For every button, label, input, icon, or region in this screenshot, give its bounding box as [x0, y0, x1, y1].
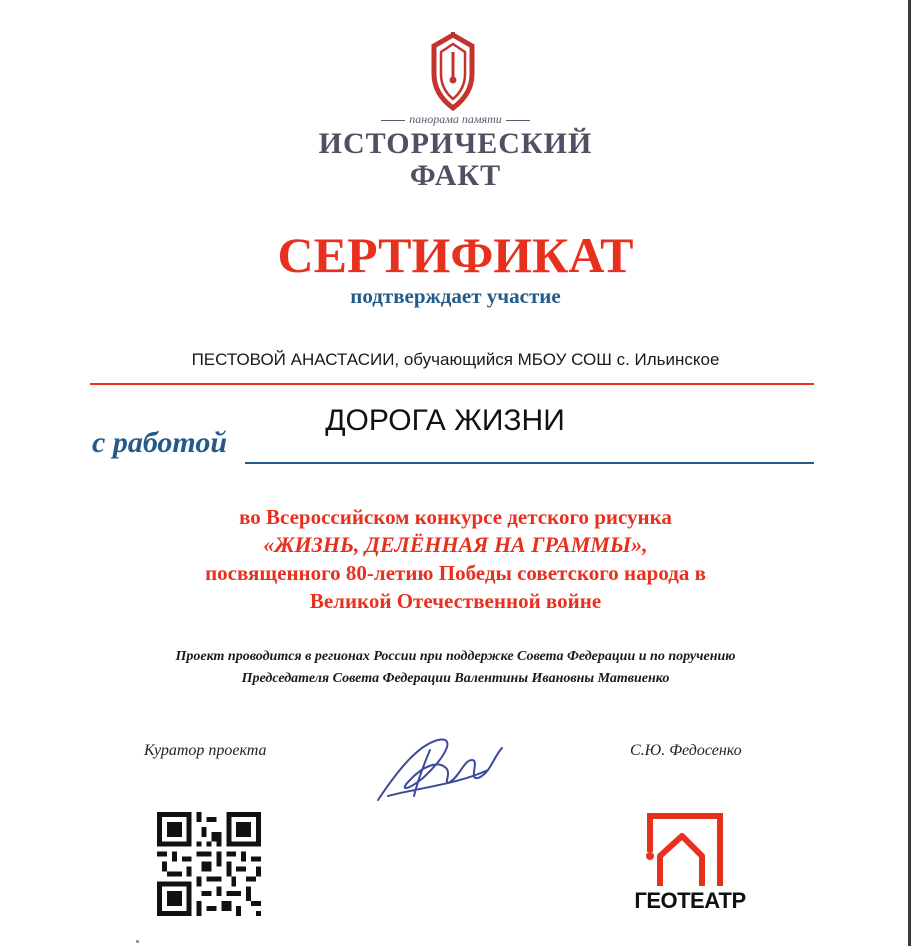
recipient-name: ПЕСТОВОЙ АНАСТАСИИ, обучающийся МБОУ СОШ с. Ильинское — [191, 350, 720, 369]
work-underline — [245, 462, 814, 464]
qr-code — [157, 812, 261, 916]
contest-description — [0, 503, 911, 615]
geoteatr-logo-text: ГЕОТЕАТР — [634, 888, 746, 913]
contest-line4: Великой Отечественной войне — [309, 589, 602, 613]
curator-label: Куратор проекта — [144, 742, 267, 759]
logo-title-line1: ИСТОРИЧЕСКИЙ — [318, 127, 593, 160]
logo-title — [0, 128, 911, 192]
contest-line3: посвященного 80-летию Победы советского народа в — [205, 561, 706, 585]
certificate-subtitle: подтверждает участие — [350, 284, 561, 308]
project-line2: Председателя Совета Федерации Валентины Ивановны Матвиенко — [241, 671, 670, 686]
work-title: ДОРОГА ЖИЗНИ — [325, 404, 565, 437]
project-line1: Проект проводится в регионах России при поддержке Совета Федерации и по поручению — [175, 649, 736, 664]
handwritten-signature — [368, 730, 508, 810]
logo-title-line2: ФАКТ — [409, 159, 502, 192]
contest-line1: во Всероссийском конкурсе детского рисунка — [239, 505, 672, 529]
page-dot — [136, 940, 139, 943]
project-note — [0, 646, 911, 690]
contest-name: «ЖИЗНЬ, ДЕЛЁННАЯ НА ГРАММЫ», — [263, 532, 648, 557]
certificate-title: СЕРТИФИКАТ — [277, 227, 634, 283]
logo-tagline: панорама памяти — [0, 112, 911, 127]
work-label: с работой — [92, 426, 228, 459]
shield-clock-logo-icon — [428, 32, 478, 112]
recipient-underline — [90, 383, 814, 385]
signer-name: С.Ю. Федосенко — [630, 742, 742, 759]
geoteatr-logo-icon — [640, 812, 740, 892]
